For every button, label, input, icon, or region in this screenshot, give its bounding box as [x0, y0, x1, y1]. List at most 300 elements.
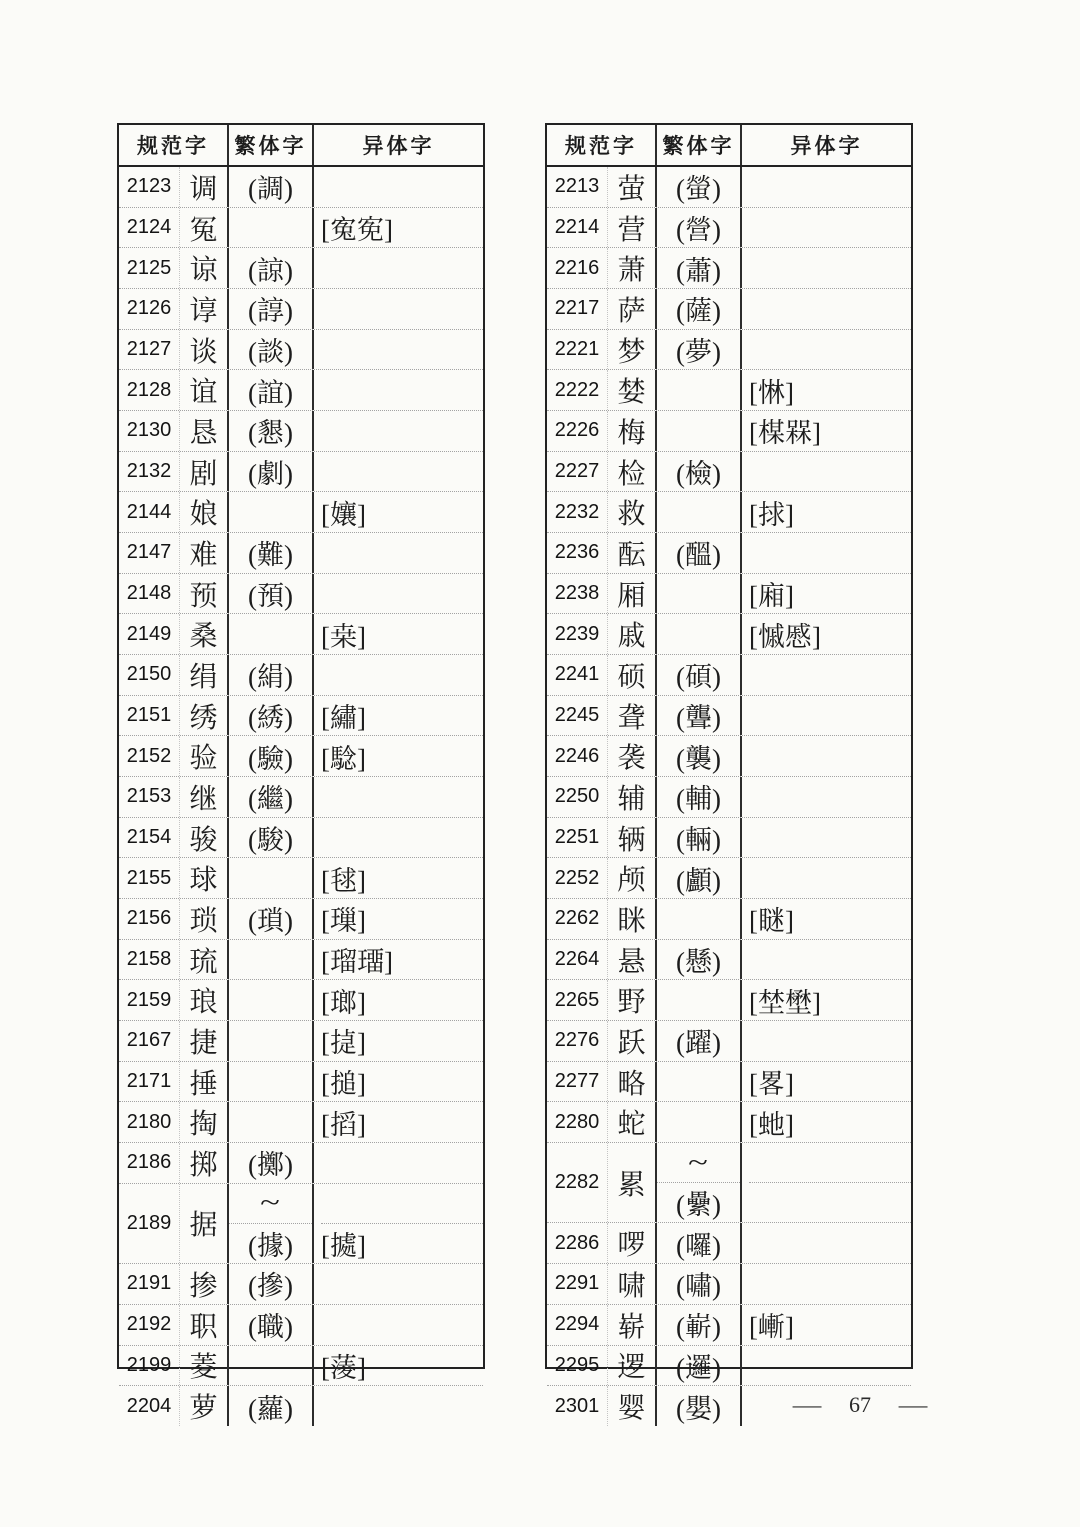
variant-chars-cell: [314, 452, 483, 492]
table-row: [119, 735, 483, 776]
row-number-cell: 2301: [547, 1386, 608, 1426]
variant-chars-cell: [314, 1184, 483, 1263]
row-number-cell: 2250: [547, 777, 608, 817]
character-table-left: [117, 123, 485, 1425]
row-number-cell: 2154: [119, 818, 180, 858]
traditional-char-cell: (預): [229, 574, 314, 614]
traditional-char-text: (據): [248, 1231, 293, 1262]
variant-chars: [璅]: [321, 906, 366, 937]
table-row: [119, 1061, 483, 1102]
table-row: [119, 288, 483, 329]
table-row: [547, 207, 911, 248]
row-number-cell: 2232: [547, 492, 608, 532]
traditional-char-cell: (絹): [229, 655, 314, 695]
standard-char-cell: 谅: [180, 248, 229, 288]
traditional-char-cell: (誼): [229, 370, 314, 410]
row-number-cell: 2222: [547, 370, 608, 410]
variant-chars: [749, 1021, 911, 1061]
table-row: [119, 491, 483, 532]
variant-chars: [321, 370, 483, 410]
traditional-alt-marker: [229, 1184, 312, 1223]
standard-char-cell: 琅: [180, 980, 229, 1020]
variant-chars-cell: [742, 858, 911, 898]
table-row: [119, 817, 483, 858]
traditional-char-cell: [229, 614, 314, 654]
traditional-char-cell: [229, 1346, 314, 1386]
page-number: 67: [849, 1392, 871, 1417]
standard-char-cell: 逻: [608, 1346, 657, 1386]
standard-char-cell: 野: [608, 980, 657, 1020]
variant-chars-cell: [314, 248, 483, 288]
variant-chars: [孃]: [321, 499, 366, 530]
footer-dash-right: —: [898, 1392, 928, 1417]
standard-char-cell: 略: [608, 1062, 657, 1102]
table-row: [547, 979, 911, 1020]
variant-chars: [瑯]: [321, 987, 366, 1018]
row-number-cell: 2126: [119, 289, 180, 329]
standard-char-cell: 袭: [608, 736, 657, 776]
variant-chars-cell: [314, 1386, 483, 1426]
standard-char-cell: 琐: [180, 899, 229, 939]
traditional-char-cell: [229, 980, 314, 1020]
traditional-char-cell: [657, 1143, 742, 1222]
variant-chars: [繡]: [321, 703, 366, 734]
variant-chars-cell: [742, 1143, 911, 1222]
table-row: [119, 939, 483, 980]
variant-chars: [瞇]: [749, 906, 794, 937]
variant-chars: [慽慼]: [749, 621, 821, 652]
variant-chars-cell: [314, 208, 483, 248]
header-standard-char: 规范字: [547, 125, 657, 165]
traditional-char-cell: (劇): [229, 452, 314, 492]
variant-chars: [321, 330, 483, 370]
row-number-cell: 2221: [547, 330, 608, 370]
row-number-cell: 2241: [547, 655, 608, 695]
variant-chars-cell: [742, 655, 911, 695]
table-row: [119, 207, 483, 248]
row-number-cell: 2151: [119, 696, 180, 736]
standard-char-cell: 球: [180, 858, 229, 898]
variant-chars-cell: [742, 289, 911, 329]
table-row: [547, 491, 911, 532]
traditional-char-cell: (職): [229, 1305, 314, 1345]
table-header-row: [547, 125, 911, 167]
row-number-cell: 2149: [119, 614, 180, 654]
variant-chars: [749, 696, 911, 736]
row-number-cell: 2130: [119, 411, 180, 451]
traditional-char-cell: (檢): [657, 452, 742, 492]
standard-char-cell: 聋: [608, 696, 657, 736]
standard-char-cell: 琉: [180, 940, 229, 980]
table-row: [547, 1304, 911, 1345]
traditional-char-cell: [657, 980, 742, 1020]
variant-chars: [749, 818, 911, 858]
table-row: [119, 898, 483, 939]
variant-chars: [749, 655, 911, 695]
table-row: [547, 1222, 911, 1263]
table-row: [119, 1345, 483, 1386]
traditional-char-cell: [229, 1062, 314, 1102]
variant-chars: [321, 411, 483, 451]
variant-chars-cell: [742, 492, 911, 532]
traditional-char: [657, 1182, 740, 1222]
row-number-cell: 2159: [119, 980, 180, 1020]
variant-chars-cell: [314, 614, 483, 654]
variant-chars-cell: [314, 1264, 483, 1304]
standard-char-cell: 蛇: [608, 1102, 657, 1142]
traditional-char-cell: (輛): [657, 818, 742, 858]
table-row: [547, 532, 911, 573]
variant-chars-cell: [314, 1346, 483, 1386]
variant-chars-cell: [314, 858, 483, 898]
traditional-char-cell: (輔): [657, 777, 742, 817]
traditional-char-cell: (摻): [229, 1264, 314, 1304]
traditional-char-cell: (擲): [229, 1143, 314, 1183]
standard-char-cell: 谆: [180, 289, 229, 329]
variant-chars-cell: [314, 1305, 483, 1345]
variant-chars-cell: [742, 208, 911, 248]
table-row: [547, 1061, 911, 1102]
traditional-char-cell: (嶄): [657, 1305, 742, 1345]
traditional-char-cell: (調): [229, 167, 314, 207]
variant-chars-cell: [742, 1305, 911, 1345]
table-row: [119, 329, 483, 370]
traditional-char-cell: (諒): [229, 248, 314, 288]
header-traditional-char: 繁体字: [229, 125, 314, 165]
row-number-cell: 2123: [119, 167, 180, 207]
table-row: [547, 1345, 911, 1386]
traditional-char-cell: [229, 1021, 314, 1061]
table-row: [547, 1263, 911, 1304]
table-row: [119, 857, 483, 898]
row-number-cell: 2217: [547, 289, 608, 329]
standard-char-cell: 硕: [608, 655, 657, 695]
variant-chars: [寃𡨚]: [321, 215, 393, 245]
standard-char-cell: 掺: [180, 1264, 229, 1304]
table-row: [119, 613, 483, 654]
variant-chars: [㨗]: [321, 1028, 366, 1059]
table-row: [119, 1101, 483, 1142]
variant-chars-cell: [314, 492, 483, 532]
variant-chars-cell: [742, 777, 911, 817]
row-number-cell: 2245: [547, 696, 608, 736]
variant-chars-cell: [314, 1102, 483, 1142]
table-row: [119, 410, 483, 451]
variant-chars-cell: [742, 899, 911, 939]
variant-chars-cell: [314, 818, 483, 858]
variant-chars: [捄]: [749, 499, 794, 530]
traditional-char-cell: [657, 370, 742, 410]
variant-chars: [749, 858, 911, 898]
standard-char-cell: 谊: [180, 370, 229, 410]
traditional-alt-marker: [657, 1143, 740, 1182]
row-number-cell: 2150: [119, 655, 180, 695]
standard-char-cell: 啰: [608, 1223, 657, 1263]
standard-char-cell: 娘: [180, 492, 229, 532]
standard-char-cell: 酝: [608, 533, 657, 573]
variant-chars-cell: [742, 736, 911, 776]
standard-char-cell: 验: [180, 736, 229, 776]
table-row: [119, 573, 483, 614]
traditional-char-cell: (談): [229, 330, 314, 370]
variant-chars: [749, 208, 911, 248]
variant-chars-cell: [742, 818, 911, 858]
traditional-char-cell: (夢): [657, 330, 742, 370]
standard-char-cell: 萨: [608, 289, 657, 329]
table-row: [547, 613, 911, 654]
variant-chars: [廂]: [749, 581, 794, 612]
traditional-char-cell: (駿): [229, 818, 314, 858]
table-row: [119, 1263, 483, 1304]
table-row: [119, 1142, 483, 1183]
variant-chars: [騐]: [321, 743, 366, 774]
row-number-cell: 2227: [547, 452, 608, 492]
variant-upper: [321, 1184, 483, 1223]
header-variant-char: 异体字: [362, 134, 435, 158]
variant-chars: [畧]: [749, 1069, 794, 1100]
variant-chars: [749, 289, 911, 329]
variant-chars-cell: [742, 248, 911, 288]
row-number-cell: 2213: [547, 167, 608, 207]
table-row: [119, 654, 483, 695]
variant-chars-cell: [742, 696, 911, 736]
standard-char-cell: 婪: [608, 370, 657, 410]
row-number-cell: 2295: [547, 1346, 608, 1386]
table-row: [547, 167, 911, 207]
standard-char-cell: 戚: [608, 614, 657, 654]
traditional-alt-marker-text: ~: [688, 1147, 709, 1177]
standard-char-cell: 营: [608, 208, 657, 248]
standard-char-cell: 检: [608, 452, 657, 492]
row-number-cell: 2238: [547, 574, 608, 614]
table-row: [119, 776, 483, 817]
standard-char-cell: 辅: [608, 777, 657, 817]
footer-dash-left: —: [792, 1392, 822, 1417]
variant-chars: [321, 574, 483, 614]
variant-chars: [毬]: [321, 865, 366, 896]
variant-chars: [749, 330, 911, 370]
standard-char-cell: 难: [180, 533, 229, 573]
traditional-char-cell: (聾): [657, 696, 742, 736]
standard-char-cell: 捷: [180, 1021, 229, 1061]
row-number-cell: 2152: [119, 736, 180, 776]
traditional-char-cell: (邏): [657, 1346, 742, 1386]
traditional-char-cell: [229, 208, 314, 248]
table-header-row: [119, 125, 483, 167]
table-row: [547, 654, 911, 695]
table-row: [119, 695, 483, 736]
traditional-char-cell: (顱): [657, 858, 742, 898]
variant-chars: [楳槑]: [749, 418, 821, 449]
variant-chars: [749, 736, 911, 776]
variant-chars-cell: [314, 574, 483, 614]
traditional-char-cell: [657, 574, 742, 614]
variant-chars: [749, 533, 911, 573]
variant-chars: [321, 1305, 483, 1345]
variant-chars-cell: [742, 167, 911, 207]
standard-char-cell: 桑: [180, 614, 229, 654]
standard-char-cell: 绢: [180, 655, 229, 695]
table-row: [547, 369, 911, 410]
traditional-char-cell: (醞): [657, 533, 742, 573]
traditional-alt-marker-text: ~: [260, 1188, 281, 1218]
variant-chars: [749, 940, 911, 980]
table-row: [547, 451, 911, 492]
variant-chars: [749, 248, 911, 288]
variant-chars: [321, 777, 483, 817]
traditional-char-cell: (繼): [229, 777, 314, 817]
traditional-char-cell: [657, 614, 742, 654]
table-row: [547, 1101, 911, 1142]
row-number-cell: 2252: [547, 858, 608, 898]
standard-char-cell: 捶: [180, 1062, 229, 1102]
standard-char-cell: 骏: [180, 818, 229, 858]
variant-chars: [321, 452, 483, 492]
variant-chars: [749, 452, 911, 492]
variant-chars-cell: [742, 940, 911, 980]
row-number-cell: 2167: [119, 1021, 180, 1061]
traditional-char-cell: (驗): [229, 736, 314, 776]
variant-chars: [321, 655, 483, 695]
standard-char-cell: 婴: [608, 1386, 657, 1426]
variant-chars-cell: [314, 1021, 483, 1061]
standard-char-cell: 梅: [608, 411, 657, 451]
table-row: [119, 532, 483, 573]
variant-chars-cell: [742, 452, 911, 492]
table-row: [547, 410, 911, 451]
variant-chars: [749, 1346, 911, 1386]
table-row: [119, 451, 483, 492]
row-number-cell: 2144: [119, 492, 180, 532]
variant-chars-cell: [314, 696, 483, 736]
table-row: [547, 573, 911, 614]
variant-chars-cell: [314, 777, 483, 817]
table-row: [119, 1385, 483, 1426]
standard-char-cell: 据: [180, 1184, 229, 1263]
row-number-cell: 2226: [547, 411, 608, 451]
variant-chars: [虵]: [749, 1109, 794, 1140]
traditional-char-cell: (薩): [657, 289, 742, 329]
standard-char-cell: 预: [180, 574, 229, 614]
variant-chars: [321, 1223, 483, 1263]
traditional-char-cell: [229, 492, 314, 532]
header-traditional-char: 繁体字: [657, 125, 742, 165]
variant-chars-cell: [742, 1346, 911, 1386]
traditional-char-text: (纍): [676, 1190, 721, 1221]
variant-chars: [桒]: [321, 621, 366, 652]
row-number-cell: 2265: [547, 980, 608, 1020]
traditional-char-cell: (蘿): [229, 1386, 314, 1426]
variant-chars: [321, 289, 483, 329]
standard-char-cell: 眯: [608, 899, 657, 939]
variant-chars-cell: [314, 1062, 483, 1102]
variant-chars: [321, 818, 483, 858]
standard-char-cell: 厢: [608, 574, 657, 614]
row-number-cell: 2125: [119, 248, 180, 288]
variant-chars-cell: [742, 1223, 911, 1263]
variant-chars-cell: [742, 1021, 911, 1061]
row-number-cell: 2155: [119, 858, 180, 898]
variant-chars: [惏]: [749, 377, 794, 408]
variant-chars: [749, 777, 911, 817]
variant-chars-cell: [314, 980, 483, 1020]
page-footer: [792, 1392, 928, 1418]
row-number-cell: 2214: [547, 208, 608, 248]
row-number-cell: 2186: [119, 1143, 180, 1183]
variant-chars: [321, 533, 483, 573]
standard-char-cell: 颅: [608, 858, 657, 898]
standard-char-cell: 累: [608, 1143, 657, 1222]
standard-char-cell: 菱: [180, 1346, 229, 1386]
row-number-cell: 2277: [547, 1062, 608, 1102]
table-row: [547, 857, 911, 898]
variant-chars-cell: [314, 533, 483, 573]
table-row: [547, 1142, 911, 1222]
traditional-char-cell: (蕭): [657, 248, 742, 288]
traditional-char-cell: (瑣): [229, 899, 314, 939]
variant-chars: [321, 1264, 483, 1304]
variant-chars-cell: [314, 330, 483, 370]
header-variant-char: 异体字: [790, 134, 863, 158]
variant-chars-cell: [314, 736, 483, 776]
standard-char-cell: 悬: [608, 940, 657, 980]
traditional-char-cell: [229, 940, 314, 980]
row-number-cell: 2286: [547, 1223, 608, 1263]
table-row: [547, 288, 911, 329]
variant-upper: [749, 1143, 911, 1182]
variant-chars: [搯]: [321, 1109, 366, 1140]
row-number-cell: 2294: [547, 1305, 608, 1345]
standard-char-cell: 萧: [608, 248, 657, 288]
standard-char-cell: 绣: [180, 696, 229, 736]
row-number-cell: 2180: [119, 1102, 180, 1142]
traditional-char-cell: (營): [657, 208, 742, 248]
standard-char-cell: 谈: [180, 330, 229, 370]
variant-chars: [嶃]: [749, 1312, 794, 1343]
standard-char-cell: 恳: [180, 411, 229, 451]
variant-chars: [321, 248, 483, 288]
table-row: [547, 898, 911, 939]
row-number-cell: 2189: [119, 1184, 180, 1263]
standard-char-cell: 继: [180, 777, 229, 817]
variant-chars-cell: [742, 1062, 911, 1102]
table-row: [119, 1304, 483, 1345]
variant-chars-cell: [314, 899, 483, 939]
variant-chars: [749, 1182, 911, 1222]
variant-chars: [749, 1264, 911, 1304]
standard-char-cell: 崭: [608, 1305, 657, 1345]
variant-chars-cell: [314, 940, 483, 980]
standard-char-cell: 剧: [180, 452, 229, 492]
row-number-cell: 2280: [547, 1102, 608, 1142]
traditional-char-cell: (躍): [657, 1021, 742, 1061]
table-row: [547, 817, 911, 858]
standard-char-cell: 掷: [180, 1143, 229, 1183]
table-row: [119, 247, 483, 288]
row-number-cell: 2262: [547, 899, 608, 939]
traditional-char-cell: [229, 1184, 314, 1263]
table-row: [119, 369, 483, 410]
row-number-cell: 2291: [547, 1264, 608, 1304]
row-number-cell: 2199: [119, 1346, 180, 1386]
variant-chars-cell: [742, 574, 911, 614]
row-number-cell: 2132: [119, 452, 180, 492]
standard-char-cell: 掏: [180, 1102, 229, 1142]
traditional-char-cell: (諄): [229, 289, 314, 329]
row-number-cell: 2158: [119, 940, 180, 980]
table-body: [119, 167, 483, 1426]
traditional-char-cell: [657, 411, 742, 451]
